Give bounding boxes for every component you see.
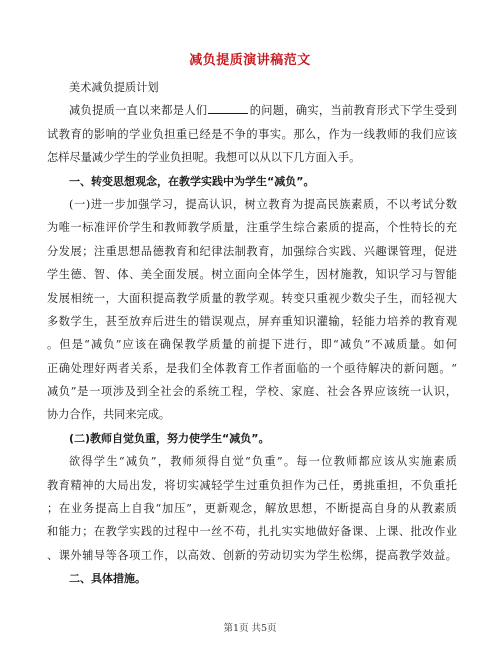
paragraph-2-line: 多数学生，甚至放弃后进生的错误观点，屏弃重知识灌输，轻能力培养的教育观: [47, 314, 457, 328]
paragraph-2-line: (一)进一步加强学习，提高认识，树立教育为提高民族素质，不以考试分数: [69, 197, 457, 211]
paragraph-2-line: 。但是“减负”应该在确保教学质量的前提下进行，即“减负”不减质量。如何: [47, 338, 457, 352]
paragraph-2-line: 减负”是一项涉及到全社会的系统工程，学校、家庭、社会各界应该统一认识，: [47, 385, 457, 399]
fill-in-blank: [208, 103, 248, 114]
document-subtitle: 美术减负提质计划: [69, 81, 159, 94]
paragraph-3-line: ；在业务提高上自我“加压”，更新观念，解放思想，不断提高自身的从教素质: [47, 502, 457, 516]
paragraph-2-line: 发展相统一，大面积提高教学质量的教学观。转变只重视少数尖子生，而轻视大: [47, 291, 457, 305]
paragraph-3-line: 教育精神的大局出发，将切实减轻学生过重负担作为己任，勇挑重担，不负重托: [47, 478, 457, 492]
paragraph-1-line-1: [47, 99, 457, 122]
heading-1: 一、转变思想观念，在教学实践中为学生“减负”。: [69, 174, 315, 188]
paragraph-1-line-2: 试教育的影响的学业负担重已经是不争的事实。那么，作为一线教师的我们应该: [47, 127, 457, 141]
page-number-footer: 第1页 共5页: [223, 623, 277, 634]
paragraph-2-line: 协力合作，共同来完成。: [47, 408, 171, 422]
paragraph-3-line: 和能力；在教学实践的过程中一丝不苟，扎扎实实地做好备课、上课、批改作业: [47, 525, 457, 539]
paragraph-2-line: 分发展；注重思想品德教育和纪律法制教育，加强综合实践、兴趣课管理，促进: [47, 244, 457, 258]
paragraph-3-line: 欲得学生“减负”，教师须得自觉“负重”。每一位教师都应该从实施素质: [69, 455, 457, 469]
paragraph-2-line: 正确处理好两者关系，是我们全体教育工作者面临的一个亟待解决的新问题。“: [47, 361, 457, 375]
heading-2: (二)教师自觉负重，努力使学生“减负”。: [69, 431, 270, 445]
document-body: [47, 76, 457, 591]
paragraph-2-line: 为唯一标准评价学生和教师教学质量，注重学生综合素质的提高，个性特长的充: [47, 221, 457, 235]
paragraph-1-text-a: 减负提质一直以来都是人们: [69, 104, 208, 118]
document-title: 减负提质演讲稿范文: [189, 53, 311, 68]
paragraph-2-line: 学生德、智、体、美全面发展。树立面向全体学生，因材施教，知识学习与智能: [47, 268, 457, 282]
paragraph-3-line: 、课外辅导等各项工作，以高效、创新的劳动切实为学生松绑，提高教学效益。: [47, 548, 457, 562]
heading-3: 二、具体措施。: [69, 572, 146, 586]
paragraph-1-line-3: 怎样尽量减少学生的学业负担呢。我想可以从以下几方面入手。: [47, 151, 361, 165]
paragraph-1-text-b: 的问题，确实，当前教育形式下学生受到: [249, 104, 457, 118]
